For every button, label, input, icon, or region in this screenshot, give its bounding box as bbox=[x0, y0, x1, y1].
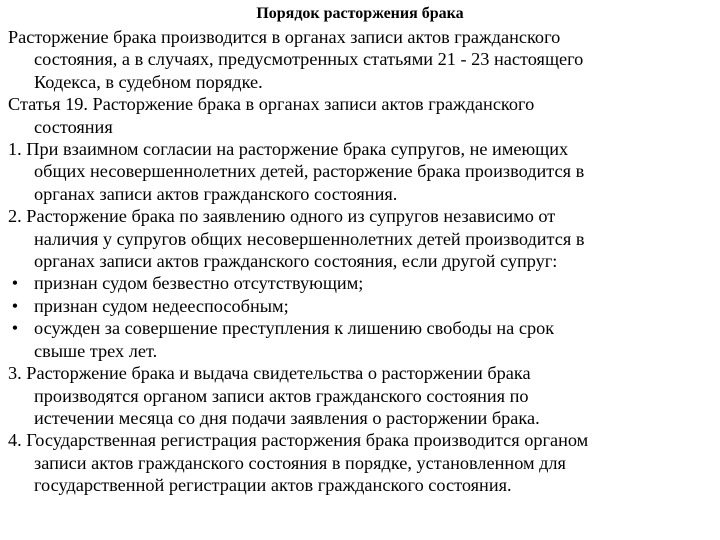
text-line: органах записи актов гражданского состояния. bbox=[34, 183, 398, 204]
document-body bbox=[8, 26, 713, 497]
text-line: 2. Расторжение брака по заявлению одного из супругов независимо от bbox=[8, 206, 556, 227]
bullet-icon: • bbox=[11, 295, 19, 316]
text-line: наличия у супругов общих несовершеннолетних детей производится в bbox=[34, 228, 585, 249]
text-line: государственной регистрации актов гражданского состояния. bbox=[34, 475, 512, 496]
text-line: 1. При взаимном согласии на расторжение брака супругов, не имеющих bbox=[8, 139, 569, 160]
text-line: свыше трех лет. bbox=[34, 340, 158, 361]
paragraph-item-1 bbox=[8, 138, 713, 205]
text-line: Расторжение брака производится в органах записи актов гражданского bbox=[8, 27, 561, 47]
page-title: Порядок расторжения брака bbox=[256, 5, 464, 22]
bullet-item bbox=[8, 295, 713, 317]
paragraph-intro bbox=[8, 26, 713, 93]
bullet-item bbox=[8, 272, 713, 294]
text-line: Статья 19. Расторжение брака в органах записи актов гражданского bbox=[8, 94, 535, 115]
paragraph-article-19-heading bbox=[8, 93, 713, 138]
paragraph-item-4 bbox=[8, 429, 713, 496]
text-line: состояния, а в случаях, предусмотренных статьями 21 - 23 настоящего bbox=[34, 49, 584, 70]
bullet-icon: • bbox=[11, 318, 19, 339]
text-line: 3. Расторжение брака и выдача свидетельства о расторжении брака bbox=[8, 363, 531, 384]
paragraph-item-3 bbox=[8, 362, 713, 429]
bullet-icon: • bbox=[11, 273, 19, 294]
text-line: 4. Государственная регистрация расторжения брака производится органом bbox=[8, 430, 589, 451]
bullet-item bbox=[8, 317, 713, 362]
text-line: признан судом безвестно отсутствующим; bbox=[34, 273, 364, 294]
text-line: общих несовершеннолетних детей, расторжение брака производится в bbox=[34, 161, 585, 182]
text-line: осужден за совершение преступления к лишению свободы на срок bbox=[34, 318, 555, 339]
text-line: производятся органом записи актов гражданского состояния по bbox=[34, 385, 529, 406]
text-line: состояния bbox=[34, 116, 113, 137]
paragraph-item-2 bbox=[8, 205, 713, 272]
text-line: Кодекса, в судебном порядке. bbox=[34, 71, 263, 92]
text-line: истечении месяца со дня подачи заявления о расторжении брака. bbox=[34, 407, 540, 428]
text-line: органах записи актов гражданского состояния, если другой супруг: bbox=[34, 251, 558, 272]
text-line: признан судом недееспособным; bbox=[34, 295, 289, 316]
text-line: записи актов гражданского состояния в порядке, установленном для bbox=[34, 452, 566, 473]
